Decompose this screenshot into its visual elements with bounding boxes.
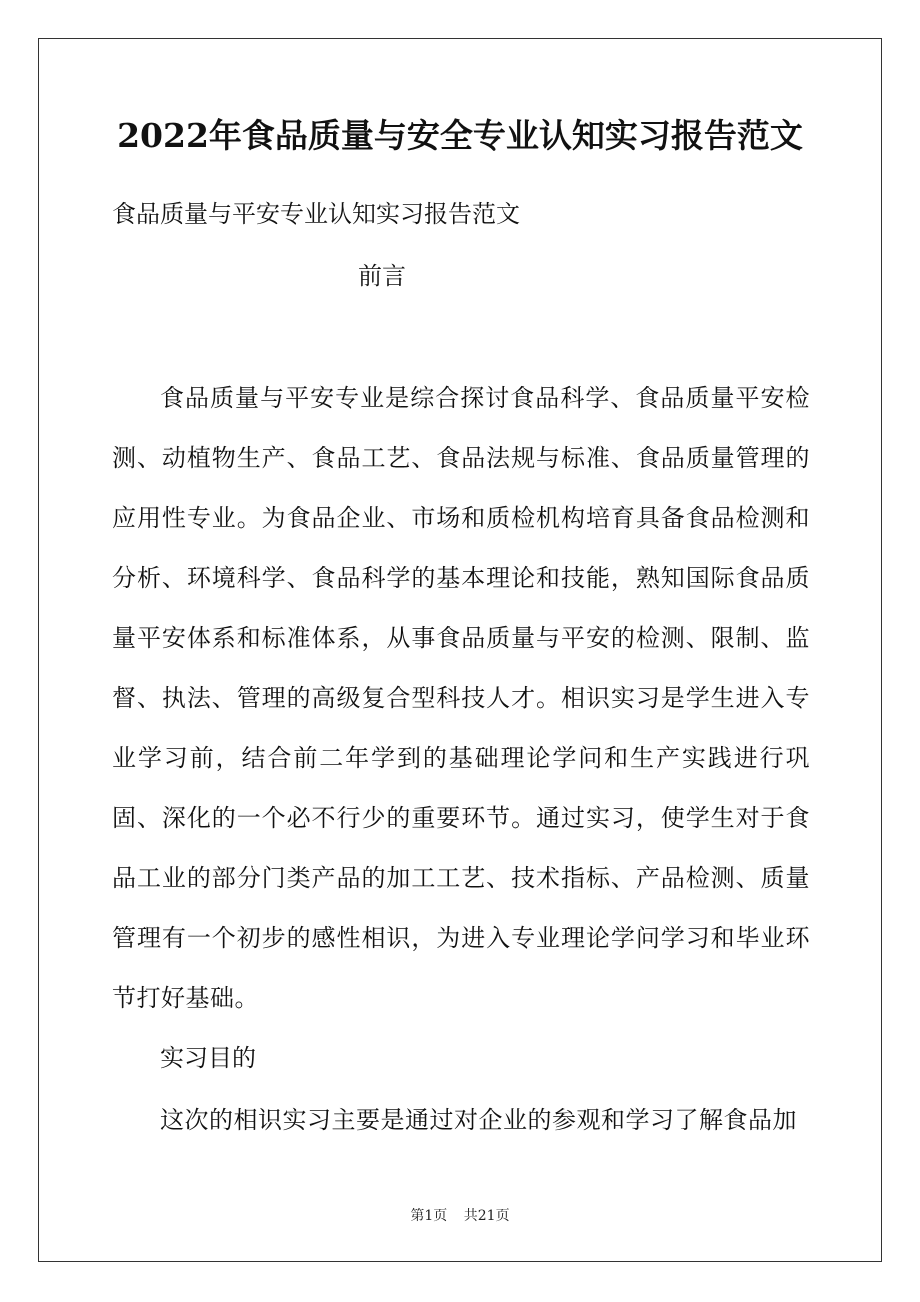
document-title: 2022年食品质量与安全专业认知实习报告范文 (117, 116, 803, 155)
page-total: 共21页 (463, 1208, 510, 1224)
paragraph-purpose: 这次的相识实习主要是通过对企业的参观和学习了解食品加 (160, 1106, 797, 1134)
preface-heading: 前言 (358, 262, 406, 290)
purpose-heading: 实习目的 (160, 1044, 256, 1072)
document-subtitle: 食品质量与平安专业认知实习报告范文 (112, 200, 520, 228)
page-number: 第1页 (410, 1208, 448, 1224)
page-footer (0, 1206, 920, 1226)
paragraph-introduction: 食品质量与平安专业是综合探讨食品科学、食品质量平安检测、动植物生产、食品工艺、食品法规与标准、食品质量管理的应用性专业。为食品企业、市场和质检机构培育具备食品检测和分析、环境科学、食品科学的基本理论和技能，熟知国际食品质量平安体系和标准体系，从事食品质量与平安的检测、限制、监督、执法、管理的高级复合型科技人才。相识实习是学生进入专业学习前，结合前二年学到的基础理论学问和生产实践进行巩固、深化的一个必不行少的重要环节。通过实习，使学生对于食品工业的部分门类产品的加工工艺、技术指标、产品检测、质量管理有一个初步的感性相识，为进入专业理论学问学习和毕业环节打好基础。 (112, 384, 810, 1012)
